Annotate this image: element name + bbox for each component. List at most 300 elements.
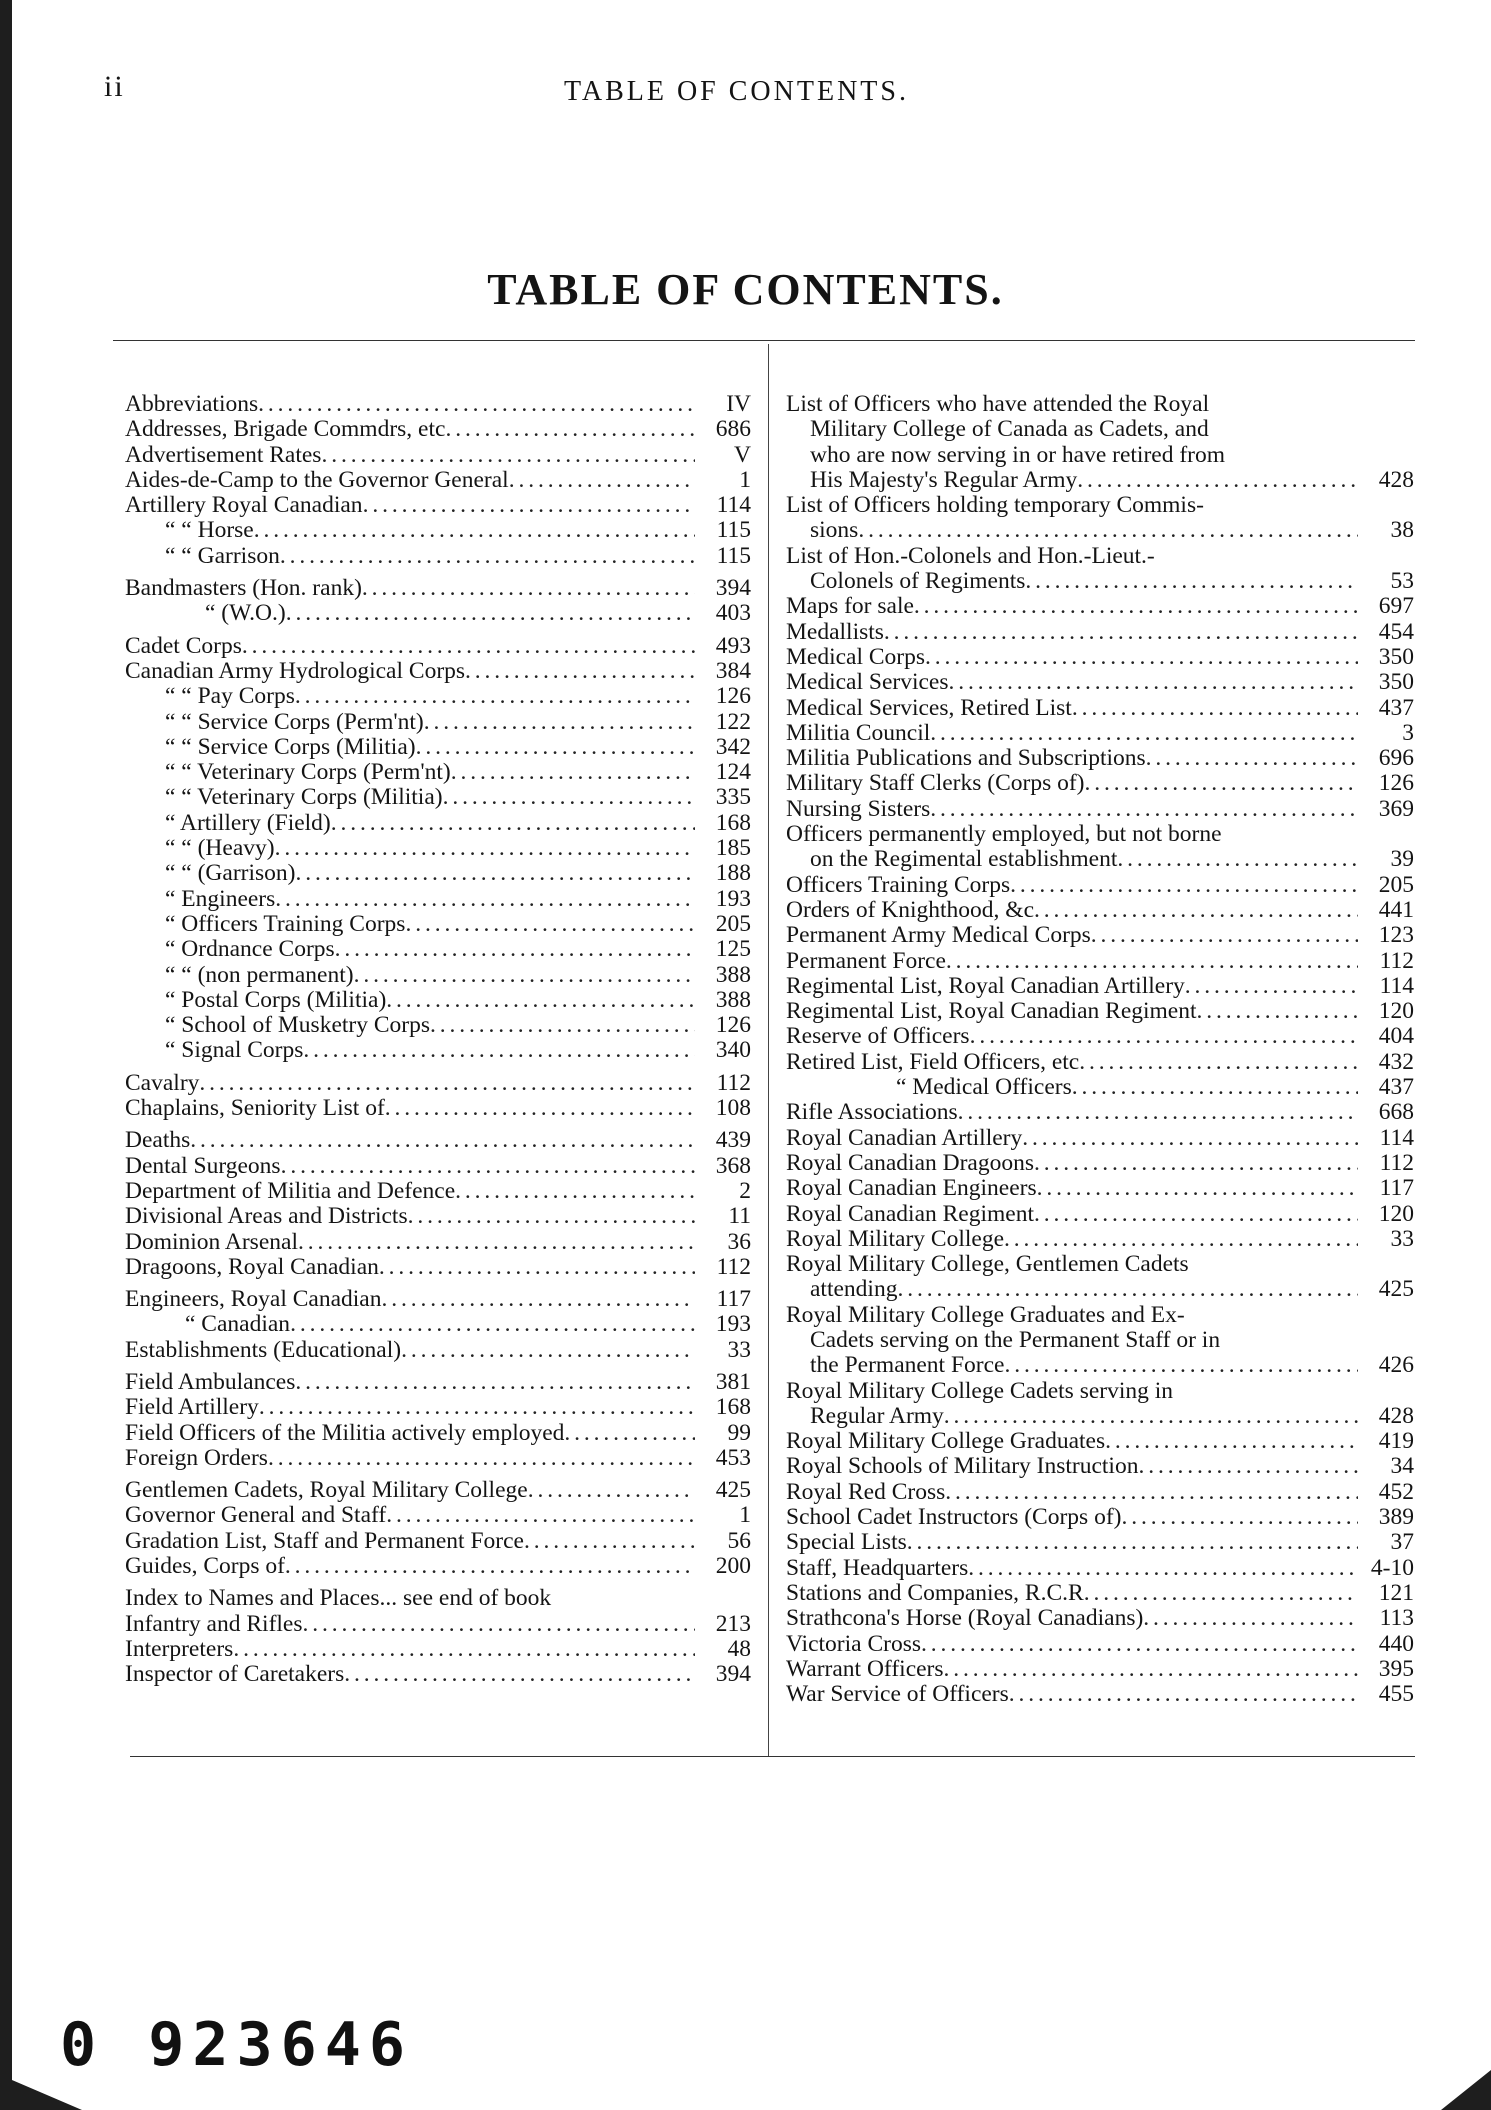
- toc-entry: [125, 443, 751, 468]
- toc-entry-page: 340: [715, 1037, 751, 1064]
- dot-leader: [295, 1370, 695, 1395]
- dot-leader: [1079, 1050, 1358, 1075]
- toc-entry-page: 440: [1378, 1630, 1414, 1657]
- toc-entry-title: Royal Military College Cadets serving in: [786, 1377, 1174, 1404]
- toc-entry-title: Medical Corps: [786, 643, 926, 670]
- dot-leader: [281, 1154, 695, 1179]
- toc-entry-title: List of Hon.-Colonels and Hon.-Lieut.-: [786, 542, 1155, 569]
- toc-right-column: [786, 392, 1414, 1707]
- toc-entry-page: 428: [1378, 466, 1414, 493]
- dot-leader: [970, 1024, 1358, 1049]
- dot-leader: [354, 963, 695, 988]
- toc-entry: [786, 797, 1414, 822]
- dot-leader: [386, 988, 695, 1013]
- toc-entry-page: 454: [1378, 618, 1414, 645]
- toc-entry-page: 53: [1390, 568, 1414, 595]
- dot-leader: [944, 1404, 1358, 1429]
- dot-leader: [199, 1071, 695, 1096]
- toc-entry-page: 117: [1379, 1175, 1414, 1202]
- toc-entry: [125, 710, 751, 735]
- toc-entry-title: Militia Council: [786, 719, 931, 746]
- toc-entry-title: Cavalry: [125, 1069, 200, 1096]
- toc-entry-page: 39: [1390, 846, 1414, 873]
- toc-entry-page: 205: [1378, 871, 1414, 898]
- dot-leader: [524, 1529, 695, 1554]
- toc-entry-title: “ Medical Officers: [896, 1074, 1072, 1101]
- toc-entry-title: Medical Services, Retired List: [786, 694, 1072, 721]
- toc-entry-title: Aides-de-Camp to the Governor General: [125, 466, 509, 493]
- toc-entry-title: “ Canadian: [185, 1311, 291, 1338]
- toc-entry-title: Cadet Corps: [125, 632, 242, 659]
- dot-leader: [275, 836, 695, 861]
- top-rule: [113, 340, 1415, 341]
- toc-entry-page: 38: [1390, 517, 1414, 544]
- toc-entry-page: 394: [715, 1661, 751, 1688]
- toc-entry-title: “ “ Veterinary Corps (Militia): [165, 784, 443, 811]
- toc-entry-page: 455: [1378, 1681, 1414, 1708]
- toc-entry-title: Royal Canadian Dragoons: [786, 1149, 1035, 1176]
- toc-entry: [125, 1446, 751, 1471]
- toc-entry-title: Abbreviations: [125, 391, 259, 417]
- toc-entry-page: 33: [727, 1336, 751, 1363]
- toc-entry-page: 335: [715, 784, 751, 811]
- toc-entry: [786, 999, 1414, 1024]
- toc-entry-title: Royal Canadian Engineers: [786, 1175, 1037, 1202]
- toc-entry: [786, 468, 1414, 493]
- toc-entry: [125, 1179, 751, 1204]
- toc-entry: [125, 1128, 751, 1153]
- dot-leader: [295, 684, 695, 709]
- toc-entry-page: 395: [1378, 1655, 1414, 1682]
- toc-entry-page: 117: [716, 1286, 751, 1313]
- toc-entry-title: Special Lists: [786, 1529, 907, 1556]
- dot-leader: [1022, 1126, 1358, 1151]
- toc-entry: [786, 1151, 1414, 1176]
- toc-entry: [786, 771, 1414, 796]
- toc-entry: [125, 912, 751, 937]
- toc-entry-title: Nursing Sisters: [786, 795, 931, 822]
- toc-left-column: [125, 392, 751, 1688]
- toc-entry: [125, 1637, 751, 1662]
- corner-mark-right: [1441, 2070, 1491, 2110]
- toc-entry-page: 126: [715, 683, 751, 710]
- dot-leader: [443, 785, 695, 810]
- toc-entry: [125, 1503, 751, 1528]
- toc-entry-title: Military College of Canada as Cadets, and: [810, 416, 1209, 443]
- toc-entry-title: Bandmasters (Hon. rank): [125, 575, 362, 602]
- toc-entry: [125, 963, 751, 988]
- dot-leader: [1138, 1454, 1358, 1479]
- toc-entry: [125, 1338, 751, 1363]
- dot-leader: [1037, 1176, 1358, 1201]
- toc-entry: [125, 1255, 751, 1280]
- toc-entry-page: 108: [715, 1095, 751, 1122]
- dot-leader: [296, 861, 696, 886]
- dot-leader: [1121, 1505, 1358, 1530]
- dot-leader: [280, 544, 695, 569]
- dot-leader: [258, 392, 695, 417]
- dot-leader: [386, 1503, 695, 1528]
- toc-entry: [125, 785, 751, 810]
- dot-leader: [303, 1038, 695, 1063]
- toc-entry-page: 120: [1378, 998, 1414, 1025]
- toc-entry-page: 56: [727, 1527, 751, 1554]
- toc-entry-title: Field Artillery: [125, 1394, 259, 1421]
- toc-entry: [125, 1662, 751, 1687]
- toc-entry: [786, 1328, 1414, 1353]
- toc-entry-title: “ Engineers: [165, 885, 276, 912]
- dot-leader: [564, 1421, 695, 1446]
- dot-leader: [303, 1612, 695, 1637]
- dot-leader: [424, 710, 695, 735]
- dot-leader: [416, 735, 695, 760]
- dot-leader: [445, 417, 695, 442]
- toc-entry-page: 439: [715, 1127, 751, 1154]
- toc-entry-page: 115: [716, 517, 751, 544]
- page-number: ii: [104, 70, 125, 103]
- toc-entry: [786, 1480, 1414, 1505]
- toc-entry-page: 112: [716, 1253, 751, 1280]
- toc-entry-title: Artillery Royal Canadian: [125, 492, 363, 519]
- toc-entry: [786, 974, 1414, 999]
- toc-entry-page: 120: [1378, 1200, 1414, 1227]
- toc-entry-page: 368: [715, 1152, 751, 1179]
- dot-leader: [451, 760, 695, 785]
- toc-entry: [786, 1606, 1414, 1631]
- toc-entry-page: 350: [1378, 643, 1414, 670]
- toc-entry-page: 4-10: [1370, 1554, 1414, 1581]
- dot-leader: [1091, 923, 1358, 948]
- toc-entry-page: 432: [1378, 1048, 1414, 1075]
- toc-entry-page: 419: [1378, 1428, 1414, 1455]
- dot-leader: [1146, 746, 1358, 771]
- toc-entry: [786, 1277, 1414, 1302]
- toc-entry-title: Orders of Knighthood, &c: [786, 896, 1035, 923]
- toc-entry: [786, 1657, 1414, 1682]
- toc-entry-title: “ Postal Corps (Militia): [165, 986, 387, 1013]
- toc-entry-page: 114: [1379, 972, 1414, 999]
- dot-leader: [1025, 569, 1358, 594]
- dot-leader: [1010, 873, 1358, 898]
- toc-entry: [125, 601, 751, 626]
- toc-entry-page: 403: [715, 600, 751, 627]
- toc-entry-title: “ “ (Garrison): [165, 860, 296, 887]
- toc-entry: [786, 569, 1414, 594]
- toc-entry: [786, 746, 1414, 771]
- toc-entry: [125, 634, 751, 659]
- toc-entry-page: 168: [715, 1394, 751, 1421]
- toc-entry-title: Royal Schools of Military Instruction: [786, 1453, 1139, 1480]
- toc-entry-title: “ Ordnance Corps: [165, 936, 335, 963]
- toc-entry: [125, 1071, 751, 1096]
- dot-leader: [363, 493, 695, 518]
- toc-entry-page: IV: [726, 391, 751, 417]
- toc-entry-page: 428: [1378, 1402, 1414, 1429]
- inventory-stamp: 0 923646: [60, 2010, 413, 2080]
- dot-leader: [914, 594, 1358, 619]
- toc-entry-title: “ “ (non permanent): [165, 961, 354, 988]
- toc-entry-page: 350: [1378, 669, 1414, 696]
- toc-entry: [786, 1632, 1414, 1657]
- dot-leader: [362, 576, 695, 601]
- toc-entry-title: attending: [810, 1276, 898, 1303]
- dot-leader: [233, 1637, 695, 1662]
- toc-entry: [786, 1252, 1414, 1277]
- toc-entry: [786, 417, 1414, 442]
- toc-entry-title: “ School of Musketry Corps: [165, 1012, 431, 1039]
- toc-entry: [125, 811, 751, 836]
- dot-leader: [1009, 1682, 1358, 1707]
- toc-entry: [125, 684, 751, 709]
- dot-leader: [946, 949, 1358, 974]
- toc-entry: [125, 1421, 751, 1446]
- toc-entry-title: Addresses, Brigade Commdrs, etc: [125, 416, 446, 443]
- dot-leader: [335, 937, 695, 962]
- toc-entry-title: Officers Training Corps: [786, 871, 1011, 898]
- toc-entry-title: Regular Army: [810, 1402, 944, 1429]
- dot-leader: [1004, 1353, 1358, 1378]
- toc-entry-title: Dental Surgeons: [125, 1152, 281, 1179]
- toc-entry: [786, 721, 1414, 746]
- toc-entry: [125, 1230, 751, 1255]
- dot-leader: [1105, 1429, 1358, 1454]
- toc-entry-title: Inspector of Caretakers: [125, 1661, 345, 1688]
- toc-entry: [786, 1227, 1414, 1252]
- toc-entry-page: 3: [1402, 719, 1414, 746]
- dot-leader: [405, 912, 695, 937]
- toc-entry-title: “ Signal Corps: [165, 1037, 304, 1064]
- toc-entry: [786, 1429, 1414, 1454]
- dot-leader: [945, 1480, 1358, 1505]
- dot-leader: [907, 1530, 1358, 1555]
- toc-entry-title: Chaplains, Seniority List of: [125, 1095, 385, 1122]
- dot-leader: [1072, 1075, 1358, 1100]
- dot-leader: [921, 1632, 1358, 1657]
- dot-leader: [958, 1100, 1358, 1125]
- dot-leader: [455, 1179, 695, 1204]
- dot-leader: [1085, 771, 1358, 796]
- toc-entry: [125, 1612, 751, 1637]
- dot-leader: [930, 721, 1358, 746]
- toc-entry-title: Royal Red Cross: [786, 1478, 946, 1505]
- dot-leader: [1077, 468, 1358, 493]
- toc-entry-title: Strathcona's Horse (Royal Canadians): [786, 1605, 1144, 1632]
- toc-entry: [786, 544, 1414, 569]
- dot-leader: [1084, 1581, 1358, 1606]
- toc-entry-page: 113: [1379, 1605, 1414, 1632]
- toc-entry-title: Retired List, Field Officers, etc: [786, 1048, 1080, 1075]
- toc-entry: [125, 493, 751, 518]
- toc-entry-page: 696: [1378, 745, 1414, 772]
- dot-leader: [408, 1204, 695, 1229]
- dot-leader: [944, 1657, 1358, 1682]
- toc-entry: [786, 898, 1414, 923]
- toc-entry-title: Militia Publications and Subscriptions: [786, 745, 1146, 772]
- dot-leader: [401, 1338, 695, 1363]
- toc-entry-title: “ “ Veterinary Corps (Perm'nt): [165, 759, 451, 786]
- toc-entry-page: 99: [727, 1419, 751, 1446]
- toc-entry: [125, 1038, 751, 1063]
- toc-entry: [125, 1312, 751, 1337]
- toc-entry-title: Divisional Areas and Districts: [125, 1203, 408, 1230]
- running-title: TABLE OF CONTENTS.: [564, 76, 909, 107]
- toc-entry: [125, 1370, 751, 1395]
- toc-entry: [786, 518, 1414, 543]
- dot-leader: [1034, 1202, 1358, 1227]
- toc-entry-title: Colonels of Regiments: [810, 568, 1026, 595]
- dot-leader: [1034, 898, 1358, 923]
- toc-entry-page: 48: [727, 1635, 751, 1662]
- toc-entry-title: “ “ Pay Corps: [165, 683, 295, 710]
- dot-leader: [285, 1554, 695, 1579]
- toc-entry-title: War Service of Officers: [786, 1681, 1009, 1708]
- toc-entry-title: Royal Military College: [786, 1225, 1004, 1252]
- toc-entry: [125, 576, 751, 601]
- toc-entry-page: 425: [1378, 1276, 1414, 1303]
- toc-entry-title: Dominion Arsenal: [125, 1228, 298, 1255]
- toc-entry-page: 1: [739, 1502, 751, 1529]
- toc-entry-title: Advertisement Rates: [125, 441, 322, 468]
- toc-entry: [125, 735, 751, 760]
- dot-leader: [290, 1312, 695, 1337]
- dot-leader: [298, 1230, 695, 1255]
- toc-entry: [786, 1024, 1414, 1049]
- toc-entry-title: List of Officers holding temporary Commis-: [786, 492, 1204, 519]
- toc-entry-page: 2: [739, 1177, 751, 1204]
- dot-leader: [925, 645, 1358, 670]
- toc-entry-title: “ Artillery (Field): [165, 809, 331, 836]
- toc-entry-page: 36: [727, 1228, 751, 1255]
- toc-entry: [125, 1554, 751, 1579]
- toc-entry-title: Establishments (Educational): [125, 1336, 402, 1363]
- toc-entry-page: 686: [715, 416, 751, 443]
- toc-entry: [786, 696, 1414, 721]
- toc-entry: [125, 1096, 751, 1121]
- toc-entry-page: 389: [1378, 1504, 1414, 1531]
- toc-entry-title: Field Ambulances: [125, 1368, 296, 1395]
- toc-entry-title: Officers permanently employed, but not borne: [786, 821, 1222, 848]
- toc-entry: [125, 760, 751, 785]
- dot-leader: [344, 1662, 695, 1687]
- toc-entry: [786, 493, 1414, 518]
- toc-entry-title: School Cadet Instructors (Corps of): [786, 1504, 1122, 1531]
- toc-entry-title: who are now serving in or have retired from: [810, 441, 1226, 468]
- toc-entry-page: 114: [716, 492, 751, 519]
- dot-leader: [1072, 696, 1358, 721]
- toc-entry-title: “ “ Service Corps (Perm'nt): [165, 708, 424, 735]
- toc-entry: [125, 1204, 751, 1229]
- dot-leader: [254, 518, 695, 543]
- toc-entry-title: Victoria Cross: [786, 1630, 921, 1657]
- toc-entry-title: on the Regimental establishment: [810, 846, 1118, 873]
- toc-entry: [125, 887, 751, 912]
- toc-entry: [125, 544, 751, 569]
- toc-entry-title: the Permanent Force: [810, 1352, 1005, 1379]
- toc-entry-page: 11: [728, 1203, 751, 1230]
- toc-entry-page: 37: [1390, 1529, 1414, 1556]
- toc-entry-page: 384: [715, 657, 751, 684]
- toc-entry-page: 404: [1378, 1023, 1414, 1050]
- toc-entry-title: Permanent Force: [786, 947, 946, 974]
- toc-entry-title: “ “ Garrison: [165, 542, 280, 569]
- toc-entry: [125, 836, 751, 861]
- toc-entry-title: List of Officers who have attended the Royal: [786, 391, 1210, 417]
- toc-entry-page: 168: [715, 809, 751, 836]
- toc-entry-title: Stations and Companies, R.C.R: [786, 1579, 1084, 1606]
- toc-entry-title: Interpreters: [125, 1635, 234, 1662]
- toc-entry: [786, 1176, 1414, 1201]
- toc-entry-title: Royal Canadian Regiment: [786, 1200, 1035, 1227]
- toc-entry-page: 441: [1378, 896, 1414, 923]
- toc-entry: [786, 923, 1414, 948]
- toc-entry: [125, 937, 751, 962]
- toc-entry: [786, 1581, 1414, 1606]
- toc-entry-title: Medallists: [786, 618, 884, 645]
- toc-entry-title: Reserve of Officers: [786, 1023, 970, 1050]
- toc-entry-page: 388: [715, 961, 751, 988]
- dot-leader: [858, 518, 1358, 543]
- toc-entry-page: 426: [1378, 1352, 1414, 1379]
- toc-entry-title: Rifle Associations: [786, 1099, 958, 1126]
- toc-entry-page: 453: [715, 1444, 751, 1471]
- toc-entry: [786, 645, 1414, 670]
- dot-leader: [286, 601, 695, 626]
- toc-entry-page: 697: [1378, 593, 1414, 620]
- toc-entry-title: Index to Names and Places... see end of book: [125, 1585, 552, 1612]
- toc-entry-title: “ Officers Training Corps: [165, 910, 406, 937]
- toc-entry-page: 394: [715, 575, 751, 602]
- toc-entry-page: 126: [715, 1012, 751, 1039]
- toc-entry-title: Gentlemen Cadets, Royal Military College: [125, 1477, 528, 1504]
- dot-leader: [190, 1128, 695, 1153]
- toc-entry-title: Gradation List, Staff and Permanent Force: [125, 1527, 524, 1554]
- dot-leader: [528, 1478, 695, 1503]
- toc-entry: [786, 594, 1414, 619]
- toc-entry-title: Permanent Army Medical Corps: [786, 922, 1091, 949]
- toc-entry-page: 1: [739, 466, 751, 493]
- toc-entry: [786, 1682, 1414, 1707]
- toc-entry-page: 200: [715, 1553, 751, 1580]
- toc-entry-page: 112: [1379, 1149, 1414, 1176]
- toc-entry-title: Medical Services: [786, 669, 949, 696]
- toc-entry-title: Regimental List, Royal Canadian Artillery: [786, 972, 1185, 999]
- toc-entry-page: 112: [1379, 947, 1414, 974]
- dot-leader: [1185, 974, 1358, 999]
- dot-leader: [1004, 1227, 1358, 1252]
- toc-entry-page: 185: [715, 835, 751, 862]
- toc-entry-page: 493: [715, 632, 751, 659]
- toc-entry: [786, 443, 1414, 468]
- running-header: [104, 70, 1404, 110]
- dot-leader: [275, 887, 695, 912]
- toc-entry: [125, 468, 751, 493]
- toc-entry: [125, 1013, 751, 1038]
- toc-entry: [786, 1530, 1414, 1555]
- toc-entry: [786, 670, 1414, 695]
- toc-entry-title: “ “ Horse: [165, 517, 254, 544]
- toc-entry-page: 369: [1378, 795, 1414, 822]
- toc-entry: [125, 392, 751, 417]
- toc-entry-title: His Majesty's Regular Army: [810, 466, 1078, 493]
- toc-entry-page: 205: [715, 910, 751, 937]
- toc-entry-page: 452: [1378, 1478, 1414, 1505]
- dot-leader: [509, 468, 695, 493]
- dot-leader: [884, 620, 1358, 645]
- toc-entry: [786, 1379, 1414, 1404]
- toc-entry-title: Royal Canadian Artillery: [786, 1124, 1023, 1151]
- toc-entry-page: V: [734, 441, 751, 468]
- toc-entry: [786, 949, 1414, 974]
